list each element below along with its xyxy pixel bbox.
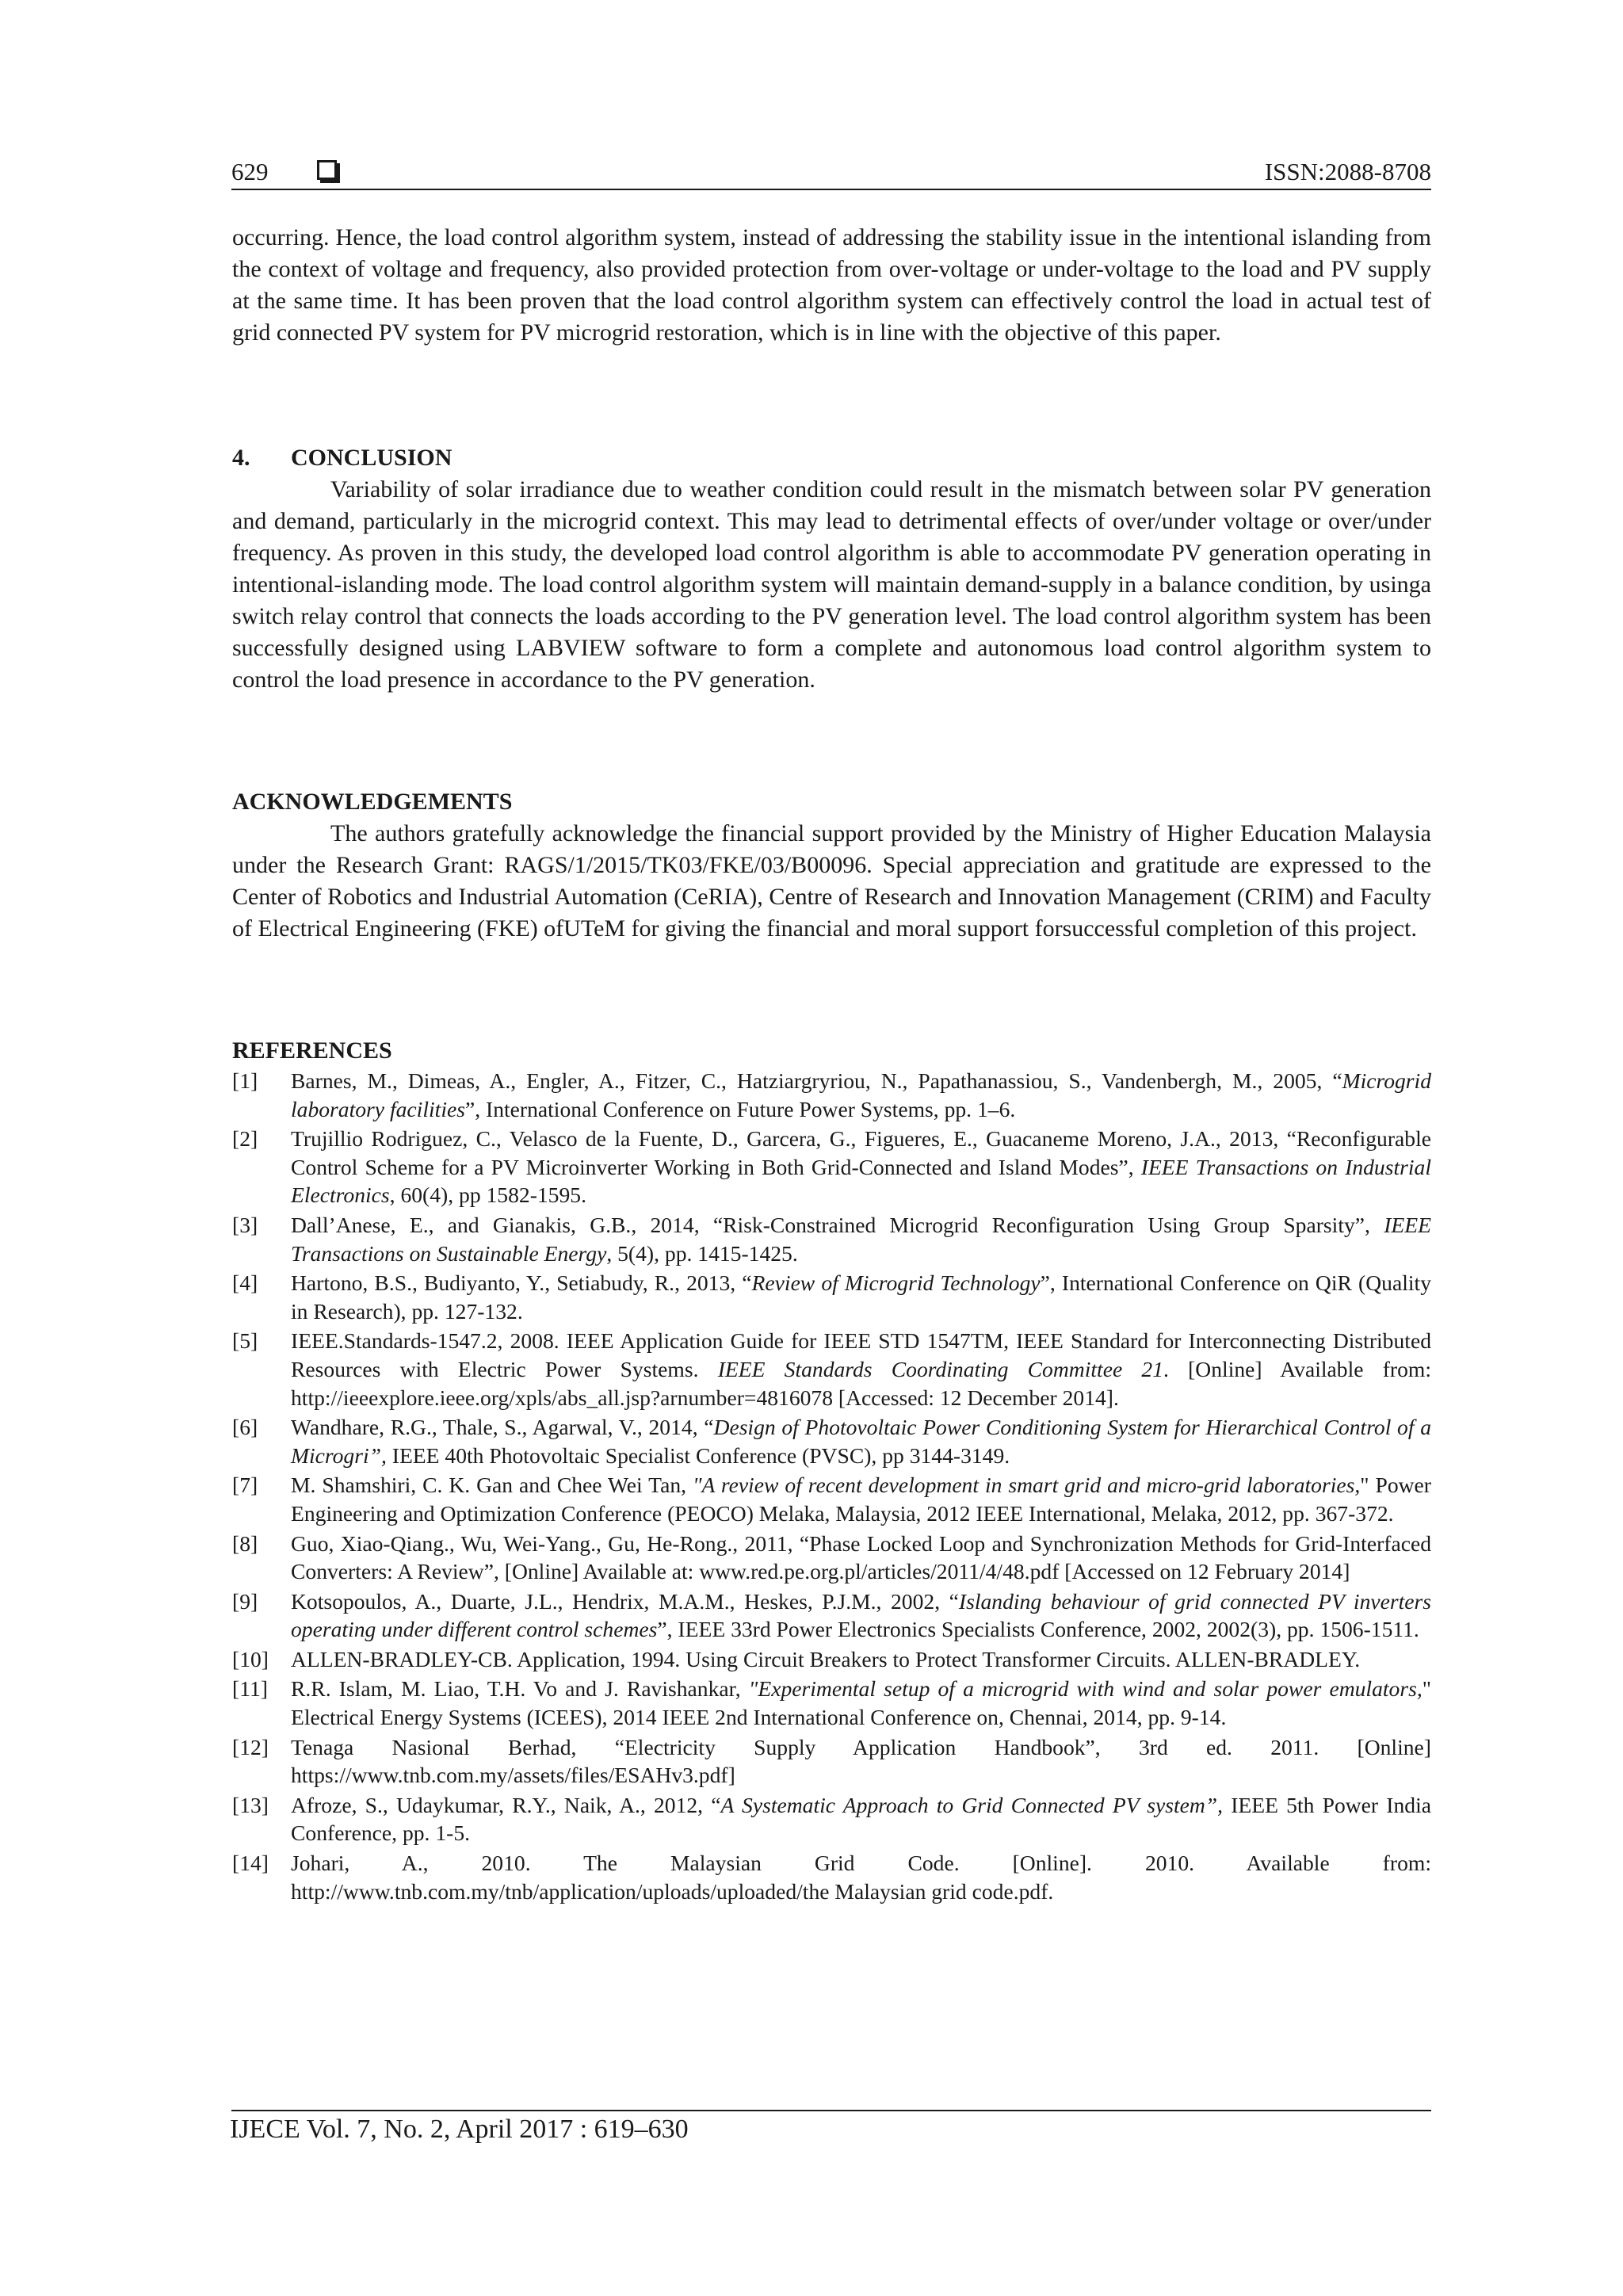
reference-list	[232, 1067, 1431, 1905]
reference-number: [11]	[232, 1676, 268, 1702]
reference-number: [5]	[232, 1328, 258, 1354]
square-bullet-icon	[317, 160, 337, 180]
reference-item: [3] Dall’Anese, E., and Gianakis, G.B., 2014, “Risk-Constrained Microgrid Reconfiguration Using Group Sparsity”, IEEE Transactions on Sustainable Energy, 5(4), pp. 1415-1425.	[232, 1212, 1431, 1266]
reference-item: [2] Trujillio Rodriguez, C., Velasco de la Fuente, D., Garcera, G., Figueres, E., Guacaneme Moreno, J.A., 2013, “Reconfigurable Control Scheme for a PV Microinverter Working in Both Grid-Connected and Island Modes”, IEEE Transactions on Industrial Electronics, 60(4), pp 1582-1595.	[232, 1126, 1431, 1208]
reference-item: [12] Tenaga Nasional Berhad, “Electricity Supply Application Handbook”, 3rd ed. 2011. [Online] https://www.tnb.com.my/assets/files/ESAHv3.pdf]	[232, 1734, 1431, 1788]
reference-number: [8]	[232, 1530, 258, 1556]
reference-number: [13]	[232, 1792, 269, 1817]
reference-number: [10]	[232, 1646, 269, 1671]
reference-number: [7]	[232, 1473, 258, 1498]
acknowledgements-paragraph: The authors gratefully acknowledge the financial support provided by the Ministry of Higher Education Malaysia under the Research Grant: RAGS/1/2015/TK03/FKE/03/B00096. Special appreciation and gratitude are expressed to the Center of Robotics and Industrial Automation (CeRIA), Centre of Research and Innovation Management (CRIM) and Faculty of Electrical Engineering (FKE) ofUTeM for giving the financial and moral support forsuccessful completion of this project.	[232, 820, 1431, 942]
reference-item: [9] Kotsopoulos, A., Duarte, J.L., Hendrix, M.A.M., Heskes, P.J.M., 2002, “Islanding behaviour of grid connected PV inverters operating under different control schemes”, IEEE 33rd Power Electronics Specialists Conference, 2002, 2002(3), pp. 1506-1511.	[232, 1588, 1431, 1642]
issn-label: ISSN:2088-8708	[1264, 158, 1431, 185]
reference-item: [11] R.R. Islam, M. Liao, T.H. Vo and J. Ravishankar, "Experimental setup of a microgrid with wind and solar power emulators," Electrical Energy Systems (ICEES), 2014 IEEE 2nd International Conference on, Chennai, 2014, pp. 9-14.	[232, 1676, 1431, 1730]
conclusion-section	[232, 442, 1431, 696]
reference-number: [3]	[232, 1212, 258, 1237]
conclusion-section-number: 4.	[232, 445, 250, 471]
conclusion-heading	[232, 442, 1431, 474]
page-number: 629	[231, 158, 269, 185]
intro-section	[232, 222, 1431, 349]
reference-number: [2]	[232, 1126, 258, 1152]
references-section	[232, 1035, 1431, 1907]
reference-item: [13] Afroze, S., Udaykumar, R.Y., Naik, A., 2012, “A Systematic Approach to Grid Connected PV system”, IEEE 5th Power India Conference, pp. 1-5.	[232, 1792, 1431, 1846]
footer-citation: IJECE Vol. 7, No. 2, April 2017 : 619–630	[230, 2115, 689, 2144]
reference-item: [4] Hartono, B.S., Budiyanto, Y., Setiabudy, R., 2013, “Review of Microgrid Technology”, International Conference on QiR (Quality in Research), pp. 127-132.	[232, 1270, 1431, 1324]
header-divider	[231, 189, 1431, 190]
reference-number: [4]	[232, 1270, 258, 1296]
reference-number: [14]	[232, 1851, 269, 1876]
reference-number: [12]	[232, 1734, 269, 1759]
acknowledgements-section	[232, 786, 1431, 945]
intro-paragraph: occurring. Hence, the load control algorithm system, instead of addressing the stability issue in the intentional islanding from the context of voltage and frequency, also provided protection from over-voltage or under-voltage to the load and PV supply at the same time. It has been proven that the load control algorithm system can effectively control the load in actual test of grid connected PV system for PV microgrid restoration, which is in line with the objective of this paper.	[232, 224, 1431, 346]
reference-item: [14] Johari, A., 2010. The Malaysian Grid Code. [Online]. 2010. Available from: http://www.tnb.com.my/tnb/application/uploads/uploaded/the Malaysian grid code.pdf.	[232, 1851, 1431, 1904]
reference-item: [6] Wandhare, R.G., Thale, S., Agarwal, V., 2014, “Design of Photovoltaic Power Conditioning System for Hierarchical Control of a Microgri”, IEEE 40th Photovoltaic Specialist Conference (PVSC), pp 3144-3149.	[232, 1415, 1431, 1468]
references-heading: REFERENCES	[232, 1037, 392, 1064]
acknowledgements-heading: ACKNOWLEDGEMENTS	[232, 789, 513, 815]
reference-item: [1] Barnes, M., Dimeas, A., Engler, A., Fitzer, C., Hatziargryriou, N., Papathanassiou, S., Vandenbergh, M., 2005, “Microgrid laboratory facilities”, International Conference on Future Power Systems, pp. 1–6.	[232, 1068, 1431, 1121]
page-header	[231, 155, 1431, 189]
reference-item: [8] Guo, Xiao-Qiang., Wu, Wei-Yang., Gu, He-Rong., 2011, “Phase Locked Loop and Synchronization Methods for Grid-Interfaced Converters: A Review”, [Online] Available at: www.red.pe.org.pl/articles/2011/4/48.pdf [Accessed on 12 February 2014]	[232, 1530, 1431, 1584]
conclusion-paragraph: Variability of solar irradiance due to weather condition could result in the mismatch between solar PV generation and demand, particularly in the microgrid context. This may lead to detrimental effects of over/under voltage or over/under frequency. As proven in this study, the developed load control algorithm is able to accommodate PV generation operating in intentional-islanding mode. The load control algorithm system will maintain demand-supply in a balance condition, by usinga switch relay control that connects the loads according to the PV generation level. The load control algorithm system has been successfully designed using LABVIEW software to form a complete and autonomous load control algorithm system to control the load presence in accordance to the PV generation.	[232, 476, 1431, 693]
reference-number: [9]	[232, 1588, 258, 1614]
reference-number: [1]	[232, 1068, 258, 1093]
reference-item: [10] ALLEN-BRADLEY-CB. Application, 1994. Using Circuit Breakers to Protect Transformer Circuits. ALLEN-BRADLEY.	[232, 1645, 1431, 1674]
reference-item: [7] M. Shamshiri, C. K. Gan and Chee Wei Tan, "A review of recent development in smart grid and micro-grid laboratories," Power Engineering and Optimization Conference (PEOCO) Melaka, Malaysia, 2012 IEEE International, Melaka, 2012, pp. 367-372.	[232, 1473, 1431, 1526]
conclusion-heading-text: CONCLUSION	[291, 445, 453, 471]
reference-number: [6]	[232, 1415, 258, 1440]
reference-item: [5] IEEE.Standards-1547.2, 2008. IEEE Application Guide for IEEE STD 1547TM, IEEE Standard for Interconnecting Distributed Resources with Electric Power Systems. IEEE Standards Coordinating Committee 21. [Online] Available from: http://ieeexplore.ieee.org/xpls/abs_all.jsp?arnumber=4816078 [Accessed: 12 December 2014].	[232, 1328, 1432, 1410]
